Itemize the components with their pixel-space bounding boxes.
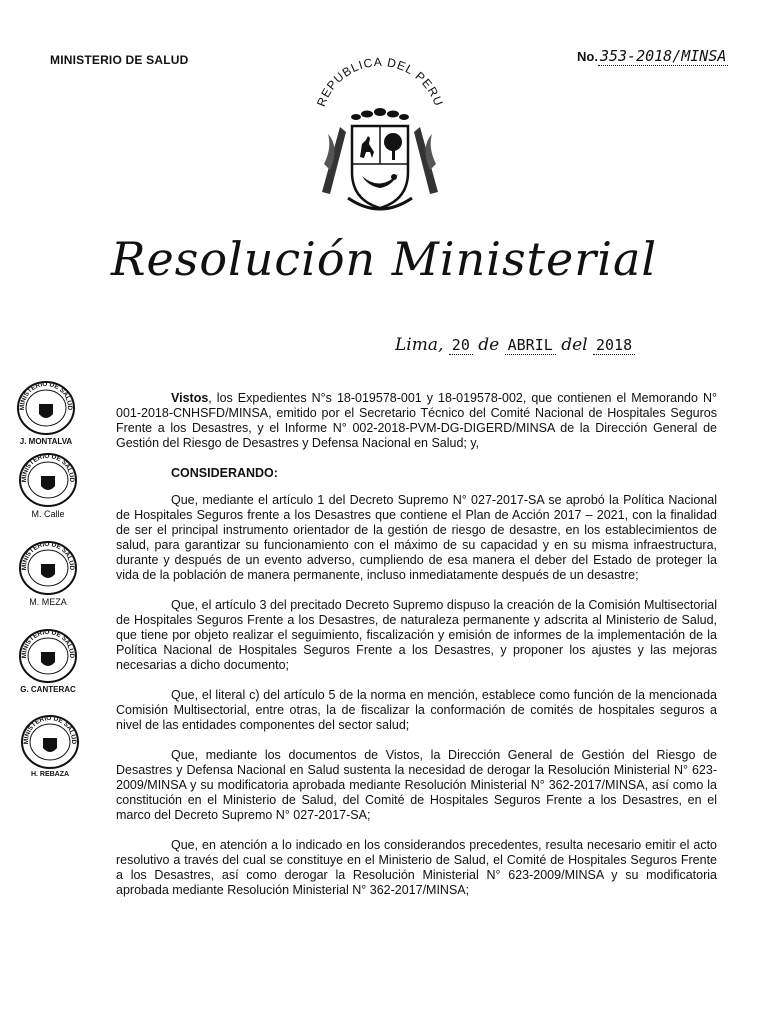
seal-signer-name: M. Calle bbox=[31, 509, 65, 519]
seal-signer-name: J. MONTALVA bbox=[19, 437, 73, 446]
coat-of-arms-emblem bbox=[300, 52, 460, 217]
seal-ring-text: MINISTERIO DE SALUD bbox=[20, 540, 76, 571]
body-paragraph: Que, el artículo 3 del precitado Decreto Supremo dispuso la creación de la Comisión Multisectorial de Hospitales Seguros Frente a los Desastres, de naturaleza permanente y adscrita al Ministerio de Salud, que tiene por objeto realizar el seguimiento, fiscalización y emisión de informes de la implementación de la Política Nacional de Hospitales Seguros Frente a los Desastres, y proponer los ajustes y las mejoras necesarias a dicho documento; bbox=[116, 598, 717, 672]
approval-seal-1 bbox=[10, 378, 82, 446]
date-de: de bbox=[478, 335, 500, 355]
body-paragraph: Que, el literal c) del artículo 5 de la norma en mención, establece como función de la mencionada Comisión Multisectorial, entre otras, la de fiscalizar la conformación de comités de hospitales seguros a nivel de las entidades componentes del sector salud; bbox=[116, 688, 717, 732]
body-paragraph: Que, mediante el artículo 1 del Decreto Supremo N° 027-2017-SA se aprobó la Política Nacional de Hospitales Seguros frente a los Desastres que contiene el Plan de Acción 2017 – 2021, con la finalidad de ser el principal instrumento orientador de la gestión de riesgo de desastre, en los establecimientos de salud, para garantizar su funcionamiento con el máximo de su capacidad y en su misma infraestructura, durante y después de un evento adverso, cumpliendo de esa manera el deber del Estado de proteger la vida de la población de manera permanente, incluso inmediatamente después de un desastre; bbox=[116, 493, 717, 582]
approval-seal-5 bbox=[14, 712, 86, 778]
vistos-paragraph bbox=[116, 391, 717, 451]
seal-ring-text: MINISTERIO DE SALUD bbox=[22, 714, 78, 745]
body-paragraph: Que, mediante los documentos de Vistos, la Dirección General de Gestión del Riesgo de Desastres y Defensa Nacional en Salud sustenta la necesidad de derogar la Resolución Ministerial N° 623-2009/MINSA y su modificatoria aprobada mediante Resolución Ministerial N° 362-2017/MINSA, así como la constitución en el Ministerio de Salud, del Comité de Hospitales Seguros Frente a los Desastres, en el marco del Decreto Supremo N° 027-2017-SA; bbox=[116, 748, 717, 822]
resolution-number-prefix: No. bbox=[577, 49, 598, 64]
seal-ring-text: MINISTERIO DE SALUD bbox=[20, 452, 76, 483]
approval-seal-3 bbox=[12, 538, 84, 607]
date-del: del bbox=[561, 335, 588, 355]
seal-signer-name: G. CANTERAC bbox=[20, 685, 76, 694]
ministry-name: MINISTERIO DE SALUD bbox=[50, 53, 189, 67]
approval-seal-2 bbox=[12, 450, 84, 519]
seal-signer-name: H. REBAZA bbox=[30, 771, 70, 778]
considerando-heading: CONSIDERANDO: bbox=[171, 466, 278, 480]
seal-signer-name: M. MEZA bbox=[29, 597, 67, 607]
date-day: 20 bbox=[449, 336, 473, 355]
vistos-label: Vistos bbox=[171, 391, 209, 405]
date-city: Lima, bbox=[395, 335, 444, 355]
resolution-number bbox=[577, 47, 728, 65]
resolution-body bbox=[116, 391, 717, 913]
document-title: Resolución Ministerial bbox=[110, 232, 658, 286]
date-year: 2018 bbox=[593, 336, 635, 355]
seal-ring-text: MINISTERIO DE SALUD bbox=[20, 628, 76, 659]
seal-ring-text: MINISTERIO DE SALUD bbox=[18, 380, 74, 411]
body-paragraph: Que, en atención a lo indicado en los considerandos precedentes, resulta necesario emitir el acto resolutivo a través del cual se constituye en el Ministerio de Salud, el Comité de Hospitales Seguros Frente a los Desastres, así como derogar la Resolución Ministerial N° 623-2009/MINSA y su modificatoria aprobada mediante Resolución Ministerial N° 362-2017/MINSA; bbox=[116, 838, 717, 897]
emblem-text: REPUBLICA DEL PERU bbox=[313, 54, 447, 109]
dateline bbox=[395, 335, 635, 355]
svg-text:REPUBLICA DEL PERU bbox=[314, 55, 446, 109]
vistos-text: , los Expedientes N°s 18-019578-001 y 18-019578-002, que contienen el Memorando N° 001-2018-CNHSFD/MINSA, emitido por el Secretario Técnico del Comité Nacional de Hospitales Seguros Frente a los Desastres, y el Informe N° 002-2018-PVM-DG-DIGERD/MINSA de la Dirección General de Gestión del Riesgo de Desastres y Defensa Nacional en Salud; y, bbox=[116, 391, 717, 450]
resolution-number-value: 353-2018/MINSA bbox=[599, 47, 727, 65]
approval-seal-4 bbox=[12, 626, 84, 694]
date-month: ABRIL bbox=[505, 336, 556, 355]
